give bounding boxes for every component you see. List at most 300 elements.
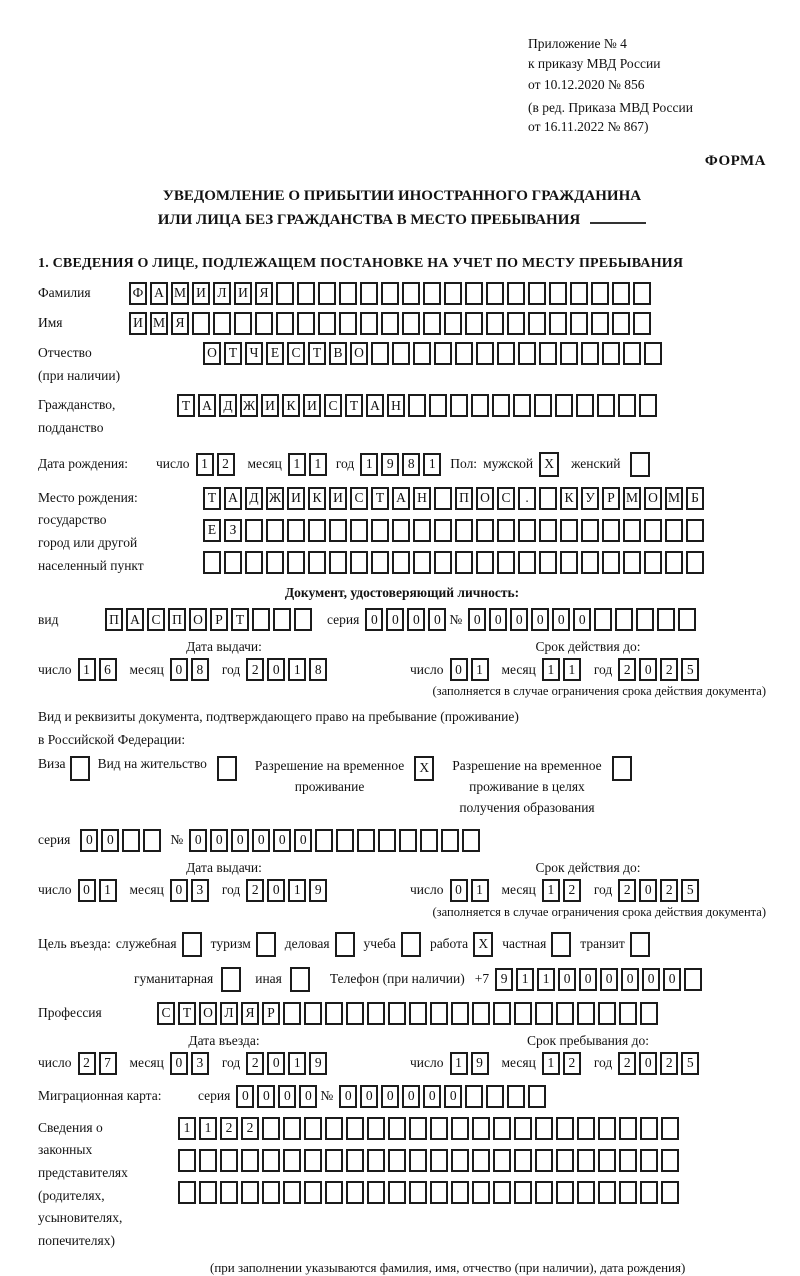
char-box[interactable]: С <box>324 394 342 417</box>
char-box[interactable]: И <box>129 312 147 335</box>
char-box[interactable]: 0 <box>170 1052 188 1075</box>
char-box[interactable] <box>455 519 473 542</box>
char-box[interactable] <box>602 519 620 542</box>
char-box[interactable] <box>429 394 447 417</box>
char-box[interactable] <box>476 519 494 542</box>
char-box[interactable] <box>577 1181 595 1204</box>
purpose-official-checkbox[interactable] <box>182 932 202 957</box>
char-box[interactable]: К <box>282 394 300 417</box>
char-box[interactable] <box>318 282 336 305</box>
residence-permit-checkbox[interactable] <box>217 756 237 781</box>
char-box[interactable] <box>294 608 312 631</box>
char-box[interactable] <box>639 394 657 417</box>
char-box[interactable]: 2 <box>246 879 264 902</box>
char-box[interactable] <box>441 829 459 852</box>
char-box[interactable] <box>273 608 291 631</box>
char-box[interactable] <box>493 1181 511 1204</box>
char-box[interactable]: 9 <box>471 1052 489 1075</box>
char-box[interactable]: 0 <box>489 608 507 631</box>
char-box[interactable] <box>287 551 305 574</box>
char-box[interactable]: X <box>414 756 434 781</box>
char-box[interactable] <box>556 1181 574 1204</box>
char-box[interactable] <box>486 312 504 335</box>
char-box[interactable]: 7 <box>99 1052 117 1075</box>
char-box[interactable] <box>560 551 578 574</box>
char-box[interactable]: П <box>455 487 473 510</box>
char-box[interactable] <box>476 551 494 574</box>
char-box[interactable] <box>493 1002 511 1025</box>
char-box[interactable] <box>657 608 675 631</box>
char-box[interactable] <box>535 1002 553 1025</box>
char-box[interactable] <box>392 519 410 542</box>
char-box[interactable]: М <box>150 312 168 335</box>
char-box[interactable] <box>591 312 609 335</box>
char-box[interactable] <box>661 1117 679 1140</box>
char-box[interactable]: С <box>287 342 305 365</box>
char-box[interactable] <box>304 1181 322 1204</box>
char-box[interactable]: В <box>329 342 347 365</box>
char-box[interactable]: 0 <box>663 968 681 991</box>
char-box[interactable]: 0 <box>294 829 312 852</box>
char-box[interactable] <box>346 1149 364 1172</box>
char-box[interactable] <box>555 394 573 417</box>
purpose-work-checkbox[interactable] <box>473 932 493 957</box>
char-box[interactable]: 8 <box>402 453 420 476</box>
char-box[interactable] <box>367 1149 385 1172</box>
char-box[interactable]: Л <box>220 1002 238 1025</box>
char-box[interactable] <box>335 932 355 957</box>
char-box[interactable]: 1 <box>288 1052 306 1075</box>
char-box[interactable]: М <box>665 487 683 510</box>
char-box[interactable] <box>576 394 594 417</box>
char-box[interactable]: И <box>329 487 347 510</box>
char-box[interactable] <box>346 1117 364 1140</box>
char-box[interactable] <box>283 1002 301 1025</box>
char-box[interactable]: Т <box>345 394 363 417</box>
char-box[interactable] <box>304 1149 322 1172</box>
char-box[interactable] <box>518 342 536 365</box>
char-box[interactable]: 5 <box>681 1052 699 1075</box>
char-box[interactable] <box>290 967 310 992</box>
char-box[interactable] <box>497 551 515 574</box>
char-box[interactable] <box>594 608 612 631</box>
char-box[interactable]: 0 <box>402 1085 420 1108</box>
char-box[interactable] <box>636 608 654 631</box>
char-box[interactable]: Ж <box>266 487 284 510</box>
char-box[interactable] <box>262 1181 280 1204</box>
char-box[interactable] <box>409 1149 427 1172</box>
char-box[interactable]: И <box>192 282 210 305</box>
char-box[interactable]: X <box>539 452 559 477</box>
char-box[interactable] <box>304 1117 322 1140</box>
char-box[interactable]: А <box>224 487 242 510</box>
char-box[interactable] <box>602 342 620 365</box>
char-box[interactable] <box>409 1181 427 1204</box>
char-box[interactable] <box>630 932 650 957</box>
char-box[interactable] <box>591 282 609 305</box>
char-box[interactable]: Е <box>266 342 284 365</box>
char-box[interactable] <box>199 1149 217 1172</box>
char-box[interactable] <box>388 1181 406 1204</box>
char-box[interactable] <box>497 342 515 365</box>
char-box[interactable]: 0 <box>444 1085 462 1108</box>
char-box[interactable]: Я <box>241 1002 259 1025</box>
char-box[interactable]: С <box>147 608 165 631</box>
char-box[interactable] <box>577 1117 595 1140</box>
char-box[interactable] <box>371 519 389 542</box>
char-box[interactable]: 0 <box>531 608 549 631</box>
char-box[interactable] <box>451 1181 469 1204</box>
char-box[interactable] <box>465 312 483 335</box>
char-box[interactable] <box>276 312 294 335</box>
char-box[interactable] <box>451 1149 469 1172</box>
char-box[interactable]: К <box>308 487 326 510</box>
char-box[interactable] <box>472 1181 490 1204</box>
char-box[interactable]: 1 <box>196 453 214 476</box>
char-box[interactable]: Ф <box>129 282 147 305</box>
char-box[interactable] <box>661 1149 679 1172</box>
char-box[interactable] <box>252 608 270 631</box>
char-box[interactable] <box>451 1117 469 1140</box>
char-box[interactable] <box>597 394 615 417</box>
char-box[interactable]: О <box>199 1002 217 1025</box>
char-box[interactable]: 0 <box>278 1085 296 1108</box>
char-box[interactable] <box>472 1002 490 1025</box>
char-box[interactable]: О <box>350 342 368 365</box>
char-box[interactable]: 2 <box>618 658 636 681</box>
purpose-tourism-checkbox[interactable] <box>256 932 276 957</box>
char-box[interactable]: 1 <box>99 879 117 902</box>
char-box[interactable] <box>493 1117 511 1140</box>
char-box[interactable] <box>346 1181 364 1204</box>
char-box[interactable] <box>283 1117 301 1140</box>
char-box[interactable] <box>350 551 368 574</box>
char-box[interactable]: И <box>287 487 305 510</box>
char-box[interactable]: П <box>168 608 186 631</box>
sex-female-checkbox[interactable] <box>630 452 650 477</box>
char-box[interactable] <box>551 932 571 957</box>
char-box[interactable] <box>276 282 294 305</box>
char-box[interactable] <box>644 342 662 365</box>
char-box[interactable] <box>535 1117 553 1140</box>
char-box[interactable] <box>388 1149 406 1172</box>
char-box[interactable]: Т <box>177 394 195 417</box>
char-box[interactable]: И <box>261 394 279 417</box>
char-box[interactable]: 0 <box>558 968 576 991</box>
char-box[interactable] <box>612 282 630 305</box>
char-box[interactable] <box>581 342 599 365</box>
char-box[interactable] <box>360 312 378 335</box>
char-box[interactable] <box>465 282 483 305</box>
char-box[interactable] <box>560 519 578 542</box>
char-box[interactable] <box>381 282 399 305</box>
char-box[interactable]: 0 <box>236 1085 254 1108</box>
char-box[interactable] <box>430 1149 448 1172</box>
char-box[interactable]: 1 <box>309 453 327 476</box>
char-box[interactable] <box>256 932 276 957</box>
char-box[interactable]: Л <box>213 282 231 305</box>
purpose-study-checkbox[interactable] <box>401 932 421 957</box>
char-box[interactable]: Ж <box>240 394 258 417</box>
char-box[interactable] <box>199 1181 217 1204</box>
char-box[interactable]: С <box>497 487 515 510</box>
char-box[interactable] <box>262 1117 280 1140</box>
char-box[interactable] <box>430 1117 448 1140</box>
char-box[interactable] <box>455 342 473 365</box>
char-box[interactable] <box>471 394 489 417</box>
char-box[interactable] <box>451 1002 469 1025</box>
char-box[interactable] <box>493 1149 511 1172</box>
char-box[interactable]: 0 <box>231 829 249 852</box>
char-box[interactable]: 1 <box>542 879 560 902</box>
char-box[interactable]: 2 <box>217 453 235 476</box>
char-box[interactable] <box>220 1181 238 1204</box>
char-box[interactable] <box>217 756 237 781</box>
char-box[interactable] <box>241 1149 259 1172</box>
char-box[interactable]: О <box>189 608 207 631</box>
char-box[interactable] <box>514 1117 532 1140</box>
char-box[interactable]: 0 <box>386 608 404 631</box>
char-box[interactable] <box>618 394 636 417</box>
char-box[interactable] <box>640 1181 658 1204</box>
char-box[interactable]: Н <box>387 394 405 417</box>
char-box[interactable]: Т <box>231 608 249 631</box>
char-box[interactable] <box>346 1002 364 1025</box>
char-box[interactable] <box>539 487 557 510</box>
char-box[interactable]: И <box>234 282 252 305</box>
char-box[interactable] <box>315 829 333 852</box>
char-box[interactable] <box>539 519 557 542</box>
char-box[interactable]: 1 <box>563 658 581 681</box>
char-box[interactable] <box>539 342 557 365</box>
char-box[interactable]: Р <box>602 487 620 510</box>
char-box[interactable]: 1 <box>199 1117 217 1140</box>
char-box[interactable]: 0 <box>573 608 591 631</box>
char-box[interactable] <box>178 1149 196 1172</box>
char-box[interactable]: 0 <box>252 829 270 852</box>
char-box[interactable]: 9 <box>381 453 399 476</box>
char-box[interactable]: 0 <box>101 829 119 852</box>
char-box[interactable]: . <box>518 487 536 510</box>
char-box[interactable]: Н <box>413 487 431 510</box>
char-box[interactable] <box>598 1181 616 1204</box>
char-box[interactable]: У <box>581 487 599 510</box>
char-box[interactable] <box>360 282 378 305</box>
char-box[interactable] <box>455 551 473 574</box>
char-box[interactable] <box>434 551 452 574</box>
char-box[interactable] <box>577 1002 595 1025</box>
char-box[interactable]: 0 <box>639 1052 657 1075</box>
purpose-business-checkbox[interactable] <box>335 932 355 957</box>
char-box[interactable] <box>462 829 480 852</box>
char-box[interactable]: 1 <box>423 453 441 476</box>
char-box[interactable] <box>684 968 702 991</box>
char-box[interactable] <box>465 1085 483 1108</box>
char-box[interactable] <box>413 342 431 365</box>
char-box[interactable] <box>413 519 431 542</box>
char-box[interactable] <box>598 1002 616 1025</box>
temp-residence-checkbox[interactable] <box>414 756 434 781</box>
char-box[interactable] <box>224 551 242 574</box>
char-box[interactable]: 1 <box>471 658 489 681</box>
char-box[interactable] <box>577 1149 595 1172</box>
char-box[interactable] <box>413 551 431 574</box>
char-box[interactable]: М <box>171 282 189 305</box>
char-box[interactable]: 0 <box>80 829 98 852</box>
char-box[interactable] <box>581 551 599 574</box>
char-box[interactable]: 0 <box>267 658 285 681</box>
char-box[interactable] <box>570 312 588 335</box>
char-box[interactable]: 0 <box>365 608 383 631</box>
char-box[interactable]: 0 <box>381 1085 399 1108</box>
char-box[interactable] <box>308 519 326 542</box>
char-box[interactable]: 3 <box>191 879 209 902</box>
sex-male-checkbox[interactable] <box>539 452 559 477</box>
purpose-other-checkbox[interactable] <box>290 967 310 992</box>
char-box[interactable] <box>549 312 567 335</box>
char-box[interactable]: 9 <box>309 879 327 902</box>
char-box[interactable] <box>203 551 221 574</box>
char-box[interactable] <box>619 1149 637 1172</box>
char-box[interactable]: 0 <box>621 968 639 991</box>
char-box[interactable] <box>507 282 525 305</box>
char-box[interactable] <box>514 1149 532 1172</box>
char-box[interactable]: 0 <box>273 829 291 852</box>
char-box[interactable] <box>486 282 504 305</box>
char-box[interactable]: 0 <box>639 879 657 902</box>
char-box[interactable]: 0 <box>600 968 618 991</box>
char-box[interactable] <box>329 519 347 542</box>
char-box[interactable] <box>598 1117 616 1140</box>
char-box[interactable] <box>241 1181 259 1204</box>
char-box[interactable] <box>350 519 368 542</box>
char-box[interactable] <box>640 1149 658 1172</box>
purpose-transit-checkbox[interactable] <box>630 932 650 957</box>
char-box[interactable]: Д <box>245 487 263 510</box>
char-box[interactable]: 0 <box>339 1085 357 1108</box>
char-box[interactable] <box>556 1002 574 1025</box>
char-box[interactable]: 2 <box>618 1052 636 1075</box>
char-box[interactable]: Т <box>203 487 221 510</box>
char-box[interactable]: А <box>392 487 410 510</box>
char-box[interactable]: 1 <box>288 658 306 681</box>
char-box[interactable]: И <box>303 394 321 417</box>
char-box[interactable] <box>297 312 315 335</box>
char-box[interactable]: 3 <box>191 1052 209 1075</box>
char-box[interactable] <box>371 551 389 574</box>
temp-residence-edu-checkbox[interactable] <box>612 756 632 781</box>
char-box[interactable]: Р <box>262 1002 280 1025</box>
char-box[interactable] <box>388 1002 406 1025</box>
char-box[interactable] <box>408 394 426 417</box>
char-box[interactable]: Т <box>308 342 326 365</box>
char-box[interactable] <box>325 1002 343 1025</box>
char-box[interactable] <box>357 829 375 852</box>
char-box[interactable] <box>556 1117 574 1140</box>
char-box[interactable] <box>507 312 525 335</box>
char-box[interactable]: 0 <box>210 829 228 852</box>
char-box[interactable] <box>633 282 651 305</box>
char-box[interactable]: Я <box>171 312 189 335</box>
char-box[interactable] <box>401 932 421 957</box>
char-box[interactable] <box>486 1085 504 1108</box>
char-box[interactable]: П <box>105 608 123 631</box>
char-box[interactable] <box>539 551 557 574</box>
char-box[interactable] <box>402 312 420 335</box>
char-box[interactable] <box>339 282 357 305</box>
char-box[interactable] <box>255 312 273 335</box>
char-box[interactable] <box>192 312 210 335</box>
char-box[interactable]: 9 <box>495 968 513 991</box>
char-box[interactable] <box>423 282 441 305</box>
char-box[interactable]: 2 <box>246 658 264 681</box>
char-box[interactable]: А <box>150 282 168 305</box>
char-box[interactable] <box>287 519 305 542</box>
char-box[interactable] <box>556 1149 574 1172</box>
char-box[interactable]: 2 <box>563 1052 581 1075</box>
char-box[interactable]: Т <box>371 487 389 510</box>
char-box[interactable]: Я <box>255 282 273 305</box>
char-box[interactable]: 0 <box>428 608 446 631</box>
char-box[interactable]: 0 <box>78 879 96 902</box>
char-box[interactable] <box>430 1002 448 1025</box>
char-box[interactable] <box>444 282 462 305</box>
char-box[interactable] <box>534 394 552 417</box>
char-box[interactable] <box>570 282 588 305</box>
char-box[interactable] <box>325 1117 343 1140</box>
char-box[interactable] <box>602 551 620 574</box>
char-box[interactable]: 2 <box>563 879 581 902</box>
char-box[interactable] <box>367 1117 385 1140</box>
char-box[interactable]: 1 <box>542 1052 560 1075</box>
char-box[interactable] <box>325 1181 343 1204</box>
char-box[interactable]: О <box>476 487 494 510</box>
char-box[interactable] <box>615 608 633 631</box>
char-box[interactable] <box>472 1149 490 1172</box>
char-box[interactable] <box>640 1002 658 1025</box>
char-box[interactable]: 1 <box>542 658 560 681</box>
char-box[interactable] <box>70 756 90 781</box>
char-box[interactable]: 2 <box>618 879 636 902</box>
char-box[interactable] <box>686 551 704 574</box>
char-box[interactable]: 0 <box>360 1085 378 1108</box>
char-box[interactable] <box>381 312 399 335</box>
char-box[interactable]: 0 <box>257 1085 275 1108</box>
char-box[interactable] <box>549 282 567 305</box>
char-box[interactable] <box>612 756 632 781</box>
char-box[interactable]: Ч <box>245 342 263 365</box>
char-box[interactable] <box>178 1181 196 1204</box>
char-box[interactable] <box>528 282 546 305</box>
char-box[interactable] <box>623 551 641 574</box>
char-box[interactable]: 5 <box>681 658 699 681</box>
char-box[interactable]: С <box>350 487 368 510</box>
char-box[interactable]: 0 <box>642 968 660 991</box>
char-box[interactable] <box>492 394 510 417</box>
char-box[interactable] <box>528 1085 546 1108</box>
char-box[interactable]: 1 <box>450 1052 468 1075</box>
char-box[interactable] <box>122 829 140 852</box>
char-box[interactable] <box>430 1181 448 1204</box>
char-box[interactable] <box>392 342 410 365</box>
char-box[interactable] <box>619 1002 637 1025</box>
char-box[interactable]: А <box>126 608 144 631</box>
char-box[interactable] <box>535 1181 553 1204</box>
char-box[interactable]: Д <box>219 394 237 417</box>
char-box[interactable] <box>245 551 263 574</box>
char-box[interactable]: 0 <box>510 608 528 631</box>
char-box[interactable]: 1 <box>288 879 306 902</box>
